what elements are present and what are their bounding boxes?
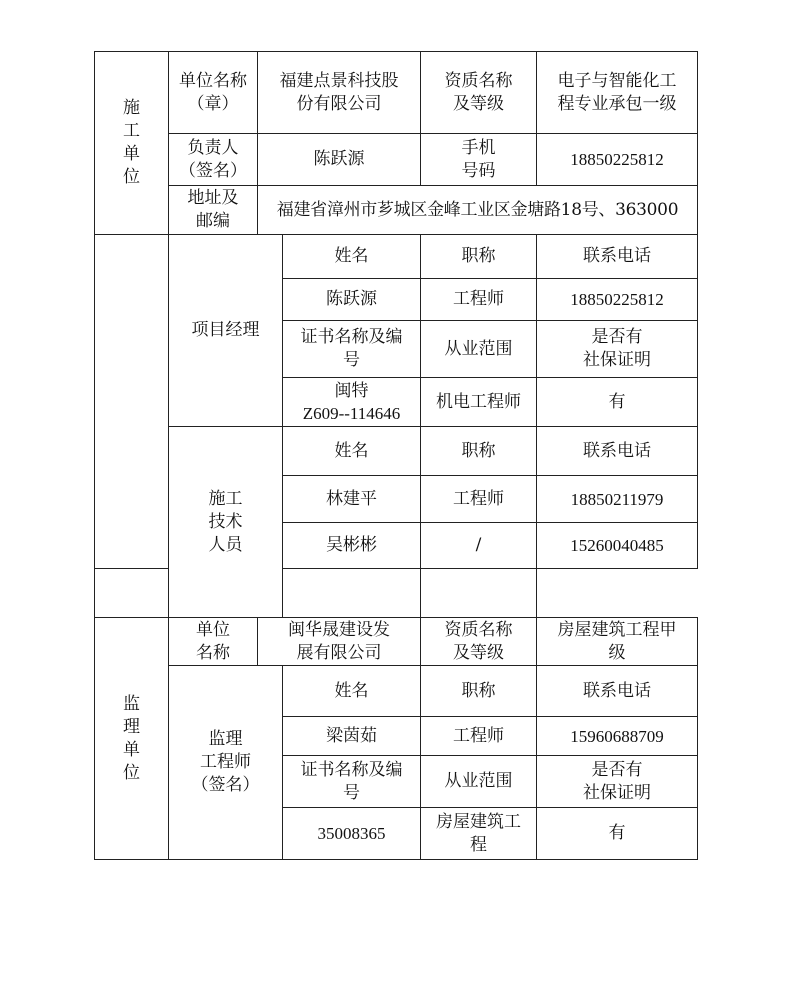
pm-scope-header: 从业范围	[421, 321, 537, 378]
pm-scope-value: 机电工程师	[421, 378, 537, 427]
sup-name-value: 闽华晟建设发 展有限公司	[258, 618, 421, 666]
tech-staff-label: 施工 技术 人员	[169, 427, 283, 618]
qualification-label: 资质名称 及等级	[421, 52, 537, 134]
sup-title: 工程师	[421, 717, 537, 756]
construction-unit-label: 施 工 单 位	[95, 52, 169, 235]
sup-header-name: 姓名	[283, 666, 421, 717]
tech-row-phone	[421, 569, 537, 618]
qualification-value: 电子与智能化工 程专业承包一级	[537, 52, 698, 134]
sup-qual-label: 资质名称 及等级	[421, 618, 537, 666]
tech-header-name: 姓名	[283, 427, 421, 476]
construction-unit-cont	[95, 235, 169, 569]
pm-social-value: 有	[537, 378, 698, 427]
unit-name-label: 单位名称 （章）	[169, 52, 258, 134]
leader-label: 负责人 （签名）	[169, 134, 258, 186]
tech-row-title: /	[421, 523, 537, 569]
pm-header-phone: 联系电话	[537, 235, 698, 279]
sup-scope-value: 房屋建筑工 程	[421, 808, 537, 860]
pm-header-name: 姓名	[283, 235, 421, 279]
sup-cert-value: 35008365	[283, 808, 421, 860]
sup-phone: 15960688709	[537, 717, 698, 756]
phone-label: 手机 号码	[421, 134, 537, 186]
tech-header-title: 职称	[421, 427, 537, 476]
phone-value: 18850225812	[537, 134, 698, 186]
pm-cert-value: 闽特 Z609--114646	[283, 378, 421, 427]
sup-social-value: 有	[537, 808, 698, 860]
sup-social-header: 是否有 社保证明	[537, 756, 698, 808]
pm-name: 陈跃源	[283, 279, 421, 321]
project-info-form	[94, 51, 698, 860]
sup-qual-value: 房屋建筑工程甲 级	[537, 618, 698, 666]
pm-title: 工程师	[421, 279, 537, 321]
supervision-engineer-label: 监理 工程师 （签名）	[169, 666, 283, 860]
tech-row-name	[95, 569, 169, 618]
unit-name-value: 福建点景科技股 份有限公司	[258, 52, 421, 134]
pm-phone: 18850225812	[537, 279, 698, 321]
pm-header-title: 职称	[421, 235, 537, 279]
pm-social-header: 是否有 社保证明	[537, 321, 698, 378]
tech-row-name: 林建平	[283, 476, 421, 523]
sup-header-phone: 联系电话	[537, 666, 698, 717]
tech-row-title: 工程师	[421, 476, 537, 523]
address-label: 地址及 邮编	[169, 186, 258, 235]
supervision-unit-label: 监 理 单 位	[95, 618, 169, 860]
tech-row-phone: 18850211979	[537, 476, 698, 523]
sup-name-label: 单位 名称	[169, 618, 258, 666]
tech-row-phone: 15260040485	[537, 523, 698, 569]
tech-row-title	[283, 569, 421, 618]
address-value: 福建省漳州市芗城区金峰工业区金塘路18号、363000	[258, 186, 698, 235]
leader-value: 陈跃源	[258, 134, 421, 186]
tech-row-name: 吴彬彬	[283, 523, 421, 569]
sup-header-title: 职称	[421, 666, 537, 717]
tech-header-phone: 联系电话	[537, 427, 698, 476]
pm-cert-header: 证书名称及编 号	[283, 321, 421, 378]
project-manager-label: 项目经理	[169, 235, 283, 427]
sup-name: 梁茵茹	[283, 717, 421, 756]
sup-scope-header: 从业范围	[421, 756, 537, 808]
sup-cert-header: 证书名称及编 号	[283, 756, 421, 808]
